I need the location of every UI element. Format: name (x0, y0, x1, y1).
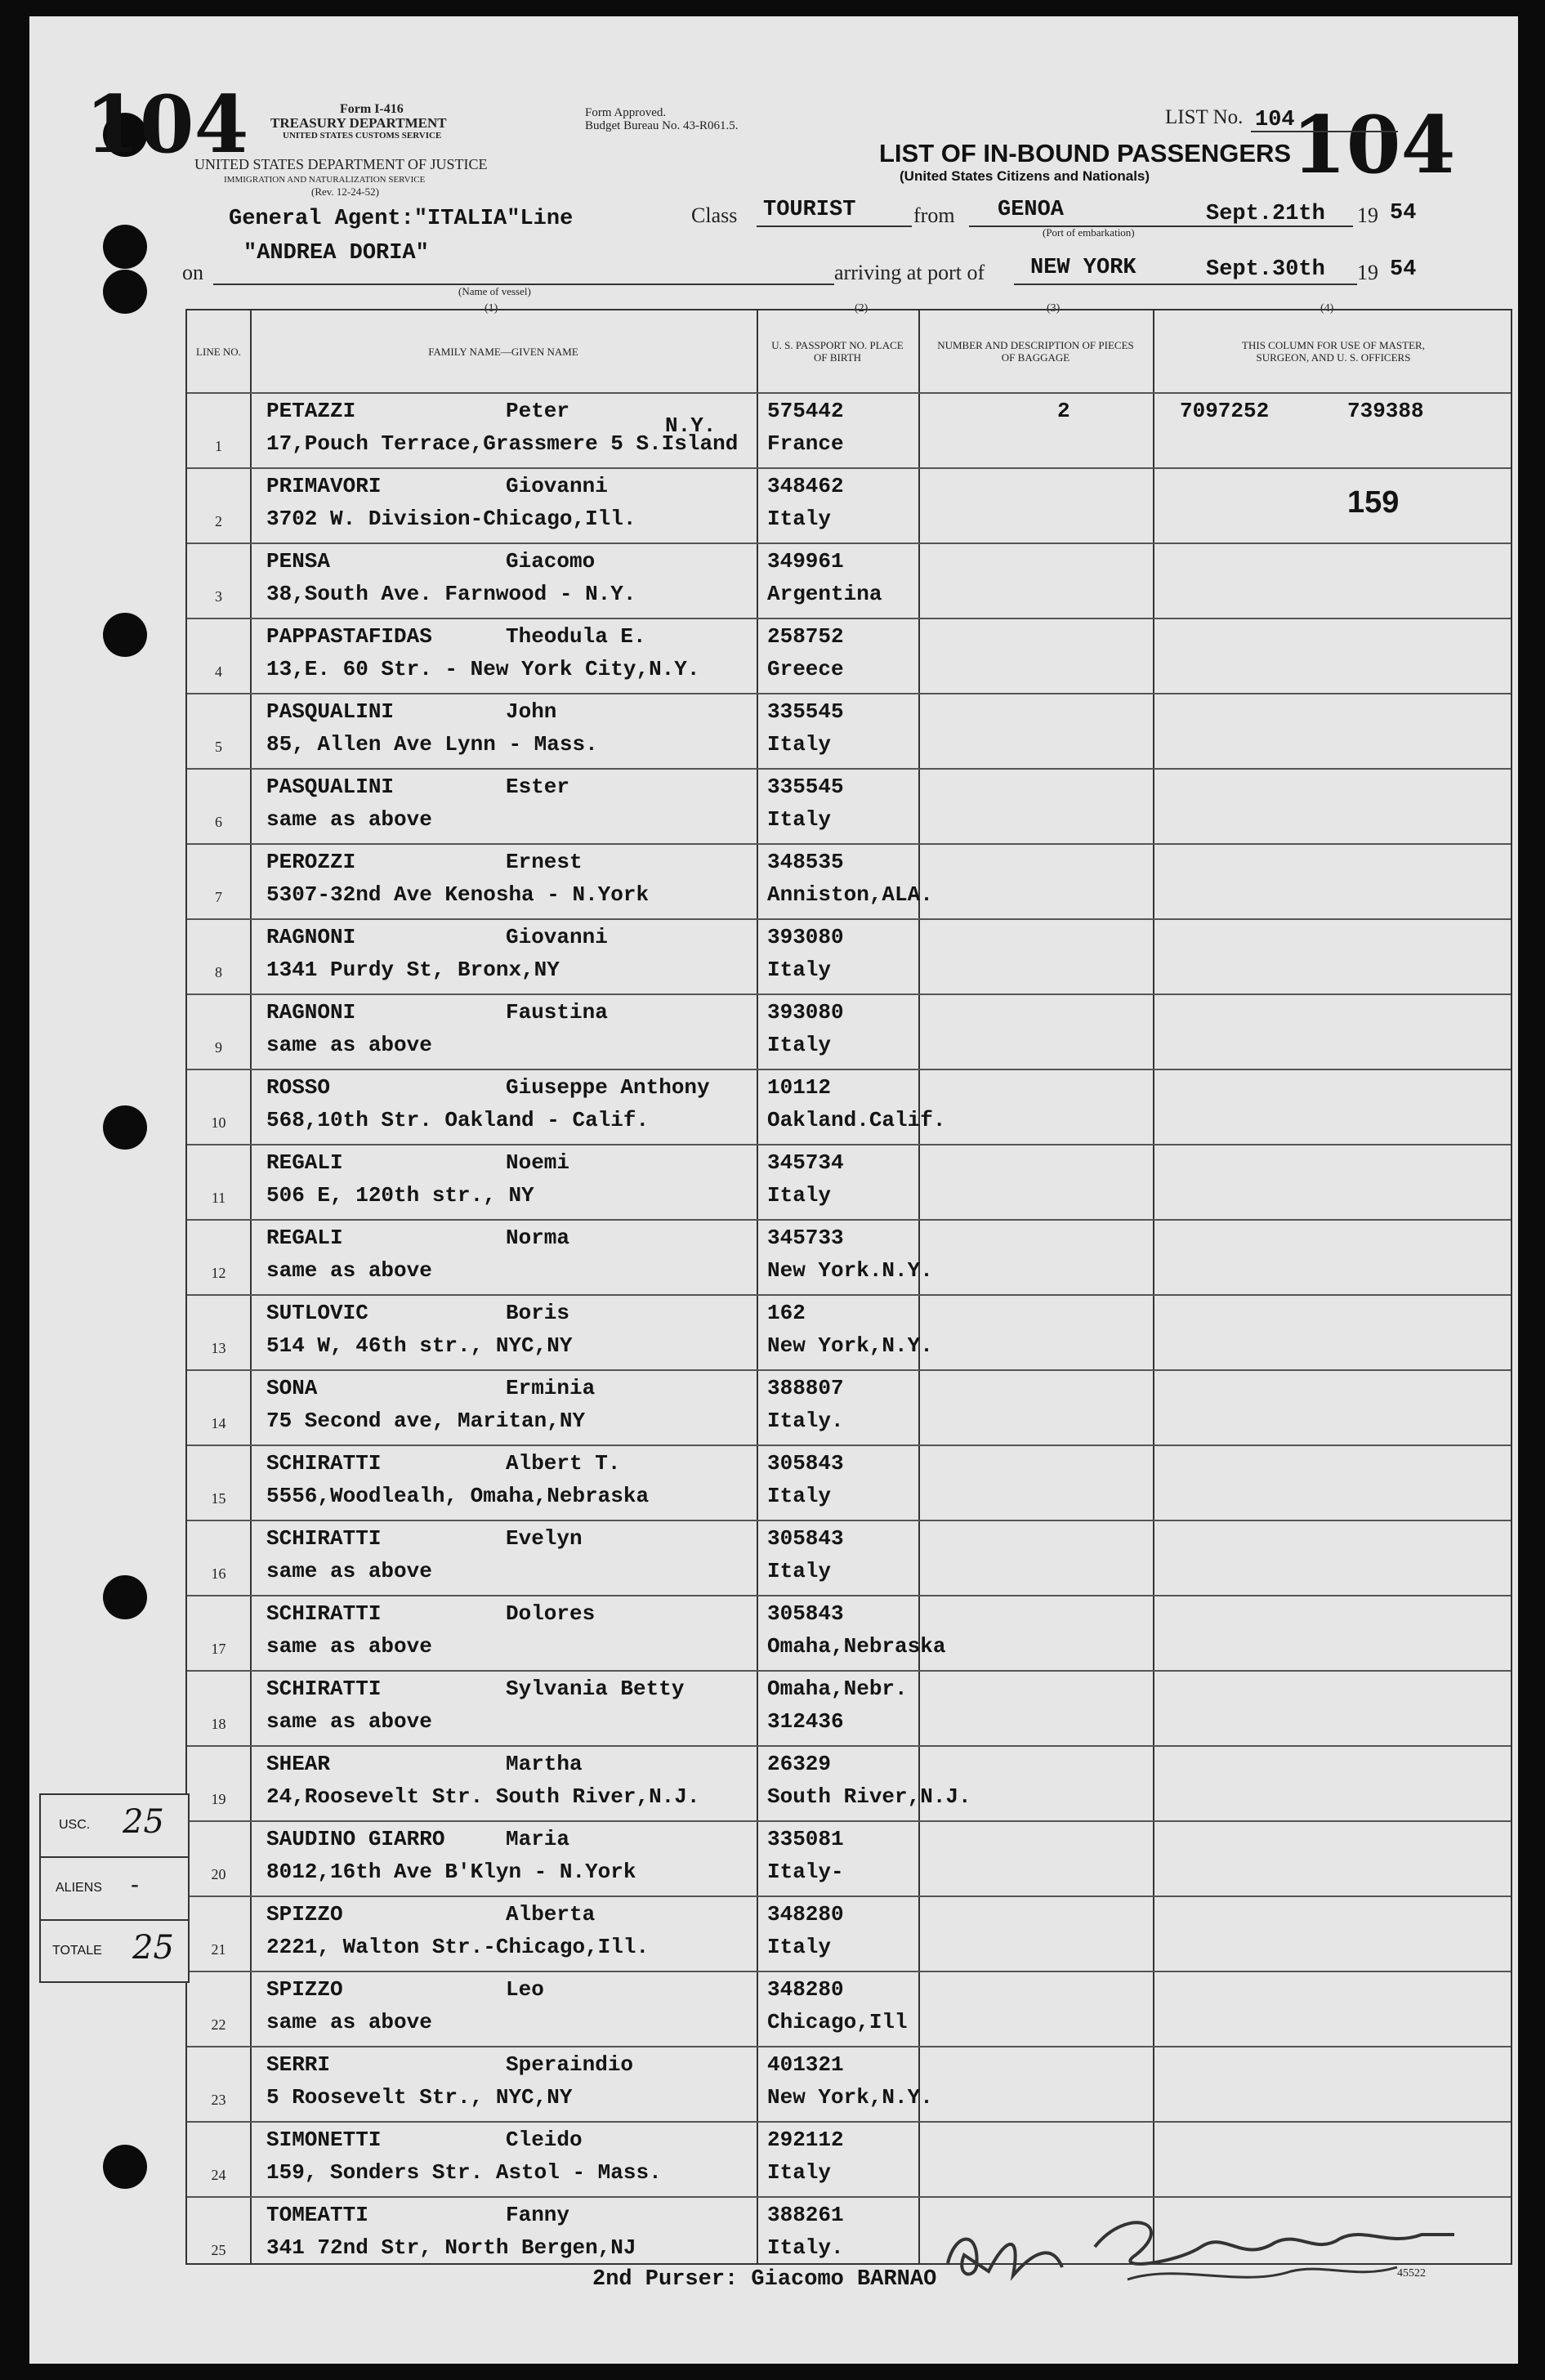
birthplace: Italy (767, 1183, 832, 1208)
line-number: 14 (211, 1415, 226, 1431)
punch-hole (103, 1575, 147, 1619)
line-number: 12 (211, 1265, 226, 1281)
address: 85, Allen Ave Lynn - Mass. (266, 732, 598, 757)
given-name: Evelyn (506, 1526, 583, 1551)
family-name: SERRI (266, 2052, 331, 2077)
punch-hole (103, 225, 147, 269)
passport-no: 335545 (767, 775, 844, 799)
tally-total (41, 1921, 188, 1982)
address: same as above (266, 2010, 432, 2034)
given-name: Alberta (506, 1902, 596, 1927)
line-number: 5 (215, 739, 222, 755)
given-name: Maria (506, 1827, 570, 1851)
header-name: FAMILY NAME—GIVEN NAME (428, 345, 578, 358)
birthplace: Italy- (767, 1860, 844, 1884)
col-number-2: (2) (855, 302, 869, 315)
family-name: SUTLOVIC (266, 1301, 368, 1325)
family-name: SCHIRATTI (266, 1601, 382, 1626)
passport-no: 348462 (767, 474, 844, 498)
family-name: PETAZZI (266, 399, 356, 423)
line-number: 10 (211, 1114, 226, 1131)
family-name: SONA (266, 1376, 318, 1400)
year-suffix-2: 54 (1390, 257, 1417, 282)
arrival-port: NEW YORK (1030, 256, 1136, 280)
table-row (187, 994, 1511, 1070)
address: same as above (266, 1033, 432, 1057)
address: 341 72nd Str, North Bergen,NJ (266, 2235, 636, 2260)
birthplace: New York,N.Y. (767, 1333, 933, 1358)
form-code: 45522 (1397, 2267, 1426, 2280)
list-no-line (1251, 131, 1398, 132)
family-name: SCHIRATTI (266, 1677, 382, 1701)
table-row (187, 693, 1511, 770)
from-label: from (913, 203, 955, 227)
table-row (187, 1369, 1511, 1446)
family-name: SCHIRATTI (266, 1526, 382, 1551)
passport-no: 393080 (767, 1000, 844, 1025)
year-prefix-2: 19 (1357, 261, 1378, 284)
table-row (187, 1294, 1511, 1371)
address: same as above (266, 1634, 432, 1659)
arrival-line (1014, 284, 1357, 285)
birthplace: Italy (767, 807, 832, 832)
passport-no: 575442 (767, 399, 844, 423)
address: 5 Roosevelt Str., NYC,NY (266, 2085, 573, 2110)
passport-no: 349961 (767, 549, 844, 574)
address: 5307-32nd Ave Kenosha - N.York (266, 882, 650, 907)
table-row (187, 2121, 1511, 2198)
given-name: Giovanni (506, 925, 608, 949)
line-number: 1 (215, 438, 222, 454)
col-number-4: (4) (1320, 302, 1334, 315)
class-label: Class (691, 203, 738, 227)
birthplace: South River,N.J. (767, 1784, 971, 1809)
year-prefix-1: 19 (1357, 203, 1378, 227)
from-line (969, 225, 1353, 227)
header-baggage: NUMBER AND DESCRIPTION OF PIECES OF BAGGAGE (937, 339, 1134, 364)
birthplace: Omaha,Nebraska (767, 1634, 946, 1659)
passport-no: 26329 (767, 1752, 832, 1776)
table-row (187, 1670, 1511, 1747)
col-number-3: (3) (1047, 302, 1061, 315)
birthplace: Italy (767, 1484, 832, 1508)
birthplace: Italy (767, 507, 832, 531)
tally-label: TOTALE (52, 1944, 102, 1958)
line-number: 16 (211, 1565, 226, 1582)
address: 3702 W. Division-Chicago,Ill. (266, 507, 636, 531)
passport-no: 162 (767, 1301, 806, 1325)
passport-no: 348280 (767, 1902, 844, 1927)
list-no-label: LIST No. (1165, 106, 1244, 128)
given-name: Peter (506, 399, 570, 423)
tally-value: 25 (123, 1803, 164, 1841)
given-name: Dolores (506, 1601, 596, 1626)
passport-no: 305843 (767, 1601, 844, 1626)
address: 159, Sonders Str. Astol - Mass. (266, 2160, 662, 2185)
passport-no: 305843 (767, 1526, 844, 1551)
table-row (187, 843, 1511, 920)
passport-no: 335545 (767, 699, 844, 724)
birthplace: Italy (767, 1033, 832, 1057)
address: 38,South Ave. Farnwood - N.Y. (266, 582, 636, 606)
tally-usc (41, 1795, 188, 1858)
family-name: SAUDINO GIARRO (266, 1827, 445, 1851)
line-number: 15 (211, 1490, 226, 1507)
table-row (187, 1069, 1511, 1145)
class-value: TOURIST (763, 198, 856, 222)
birthplace: Italy. (767, 2235, 844, 2260)
address: 24,Roosevelt Str. South River,N.J. (266, 1784, 700, 1809)
given-name: Norma (506, 1226, 570, 1250)
address: 75 Second ave, Maritan,NY (266, 1409, 586, 1433)
family-name: PRIMAVORI (266, 474, 382, 498)
punch-hole (103, 613, 147, 657)
budget-bureau: Budget Bureau No. 43-R061.5. (585, 119, 739, 132)
table-row (187, 2046, 1511, 2123)
given-name: Faustina (506, 1000, 608, 1025)
table-row (187, 1745, 1511, 1822)
table-row (187, 467, 1511, 544)
family-name: SHEAR (266, 1752, 331, 1776)
table-row (187, 1144, 1511, 1221)
birthplace: Italy (767, 732, 832, 757)
col-number-1: (1) (484, 302, 498, 315)
family-name: PASQUALINI (266, 699, 395, 724)
family-name: SCHIRATTI (266, 1451, 382, 1476)
tally-aliens (41, 1858, 188, 1921)
table-row (187, 1445, 1511, 1521)
given-name: Albert T. (506, 1451, 621, 1476)
birthplace: Italy (767, 1559, 832, 1583)
arrival-date: Sept.30th (1206, 257, 1325, 282)
passport-no: 258752 (767, 624, 844, 649)
passport-no: 388261 (767, 2203, 844, 2227)
page-subtitle: (United States Citizens and Nationals) (900, 168, 1150, 184)
officer-number: 739388 (1347, 399, 1424, 423)
given-name: Giovanni (506, 474, 608, 498)
given-name: Ester (506, 775, 570, 799)
table-row (187, 1219, 1511, 1296)
given-name: Leo (506, 1977, 544, 2002)
passport-no: 348535 (767, 850, 844, 874)
address: 514 W, 46th str., NYC,NY (266, 1333, 573, 1358)
family-name: PEROZZI (266, 850, 356, 874)
family-name: RAGNONI (266, 1000, 356, 1025)
table-row (187, 1820, 1511, 1897)
family-name: REGALI (266, 1150, 343, 1175)
line-number: 18 (211, 1716, 226, 1732)
passport-no: 335081 (767, 1827, 844, 1851)
address: 8012,16th Ave B'Klyn - N.York (266, 1860, 636, 1884)
form-revision: (Rev. 12-24-52) (311, 185, 379, 198)
given-name: Noemi (506, 1150, 570, 1175)
given-name: Martha (506, 1752, 583, 1776)
birthplace: Italy (767, 958, 832, 982)
line-number: 20 (211, 1866, 226, 1882)
passport-no: 10112 (767, 1075, 832, 1100)
tally-value: 25 (132, 1929, 174, 1967)
line-number: 7 (215, 889, 222, 905)
table-row (187, 918, 1511, 995)
birthplace: Greece (767, 657, 844, 681)
birthplace: Italy (767, 1935, 832, 1959)
line-number: 2 (215, 513, 222, 529)
officer-number: 7097252 (1180, 399, 1270, 423)
address: 2221, Walton Str.-Chicago,Ill. (266, 1935, 650, 1959)
line-number: 8 (215, 964, 222, 980)
form-number: Form I-416 (340, 102, 404, 116)
line-number: 21 (211, 1941, 226, 1958)
general-agent: General Agent:"ITALIA"Line (229, 207, 574, 231)
address: same as above (266, 1258, 432, 1283)
line-number: 19 (211, 1791, 226, 1807)
table-row (187, 543, 1511, 619)
address: 568,10th Str. Oakland - Calif. (266, 1108, 650, 1132)
family-name: REGALI (266, 1226, 343, 1250)
line-number: 11 (211, 1190, 226, 1206)
line-number: 9 (215, 1039, 222, 1056)
table-row (187, 1595, 1511, 1672)
address: 506 E, 120th str., NY (266, 1183, 534, 1208)
table-row (187, 1520, 1511, 1596)
justice-dept: UNITED STATES DEPARTMENT OF JUSTICE (194, 156, 488, 172)
tally-label: ALIENS (56, 1881, 102, 1895)
header-passport: U. S. PASSPORT NO. PLACE OF BIRTH (771, 339, 904, 364)
line-number: 3 (215, 588, 222, 605)
birthplace: Argentina (767, 582, 882, 606)
year-suffix-1: 54 (1390, 201, 1417, 225)
port-embark-label: (Port of embarkation) (1043, 226, 1135, 239)
header-line-no: LINE NO. (196, 345, 241, 358)
line-number: 24 (211, 2167, 226, 2183)
line-number: 13 (211, 1340, 226, 1356)
departure-date: Sept.21th (1206, 202, 1325, 226)
passport-no: 388807 (767, 1376, 844, 1400)
table-row (187, 618, 1511, 694)
vessel-label: (Name of vessel) (458, 285, 531, 297)
given-name: Giacomo (506, 549, 596, 574)
passport-no: 345733 (767, 1226, 844, 1250)
family-name: PASQUALINI (266, 775, 395, 799)
line-number: 22 (211, 2016, 226, 2033)
passport-no: 292112 (767, 2128, 844, 2152)
table-row (187, 1896, 1511, 1972)
corner-number-right: 104 (1292, 99, 1456, 191)
arriving-label: arriving at port of (834, 261, 985, 284)
birthplace: Anniston,ALA. (767, 882, 933, 907)
address: same as above (266, 1709, 432, 1734)
customs-service: UNITED STATES CUSTOMS SERVICE (283, 131, 442, 141)
class-line (757, 225, 912, 227)
punch-hole (103, 1105, 147, 1150)
given-name: Giuseppe Anthony (506, 1075, 710, 1100)
family-name: PAPPASTAFIDAS (266, 624, 432, 649)
line-number: 17 (211, 1641, 226, 1657)
birthplace: France (767, 431, 844, 456)
family-name: PENSA (266, 549, 331, 574)
address: 13,E. 60 Str. - New York City,N.Y. (266, 657, 700, 681)
list-no-value: 104 (1255, 108, 1295, 132)
passport-no: Omaha,Nebr. (767, 1677, 908, 1701)
baggage-count: 2 (1057, 399, 1070, 423)
address: 5556,Woodlealh, Omaha,Nebraska (266, 1484, 650, 1508)
given-name: Erminia (506, 1376, 596, 1400)
birthplace: New York.N.Y. (767, 1258, 933, 1283)
given-name: Sylvania Betty (506, 1677, 685, 1701)
family-name: RAGNONI (266, 925, 356, 949)
given-name: Fanny (506, 2203, 570, 2227)
line-number: 23 (211, 2092, 226, 2108)
on-label: on (182, 261, 203, 284)
ins-service: IMMIGRATION AND NATURALIZATION SERVICE (224, 175, 426, 185)
address: same as above (266, 1559, 432, 1583)
family-name: SPIZZO (266, 1902, 343, 1927)
birthplace: Italy (767, 2160, 832, 2185)
punch-hole (103, 270, 147, 314)
corner-number-left: 104 (85, 78, 249, 171)
passport-no: 393080 (767, 925, 844, 949)
address: same as above (266, 807, 432, 832)
passport-no: 305843 (767, 1451, 844, 1476)
tally-box (39, 1793, 190, 1983)
header-officers: THIS COLUMN FOR USE OF MASTER, SURGEON, AND U. S. OFFICERS (1242, 339, 1425, 364)
birthplace: 312436 (767, 1709, 844, 1734)
line-number: 6 (215, 814, 222, 830)
family-name: SPIZZO (266, 1977, 343, 2002)
address: 17,Pouch Terrace,Grassmere 5 S.Island (266, 431, 739, 456)
table-row (187, 768, 1511, 845)
passenger-table (185, 309, 1512, 2265)
from-value: GENOA (998, 198, 1065, 222)
birthplace: Oakland.Calif. (767, 1108, 946, 1132)
passport-no: 345734 (767, 1150, 844, 1175)
family-name: SIMONETTI (266, 2128, 382, 2152)
purser-line: 2nd Purser: Giacomo BARNAO (592, 2267, 937, 2292)
birthplace: Chicago,Ill (767, 2010, 908, 2034)
form-approved: Form Approved. (585, 106, 667, 119)
table-row (187, 1971, 1511, 2047)
tally-label: USC. (59, 1818, 91, 1832)
given-name: Boris (506, 1301, 570, 1325)
given-name: John (506, 699, 557, 724)
passport-no: 401321 (767, 2052, 844, 2077)
line-number: 25 (211, 2242, 226, 2258)
given-name: Speraindio (506, 2052, 634, 2077)
officer-signature (931, 2198, 1471, 2296)
given-name: Theodula E. (506, 624, 646, 649)
address: 1341 Purdy St, Bronx,NY (266, 958, 560, 982)
line-number: 4 (215, 663, 222, 680)
tally-value: - (131, 1871, 139, 1898)
table-row (187, 392, 1511, 469)
officer-number: 159 (1347, 485, 1400, 520)
page-title: LIST OF IN-BOUND PASSENGERS (879, 139, 1292, 167)
family-name: ROSSO (266, 1075, 331, 1100)
passport-no: 348280 (767, 1977, 844, 2002)
given-name: Cleido (506, 2128, 583, 2152)
given-name: Ernest (506, 850, 583, 874)
treasury-dept: TREASURY DEPARTMENT (270, 115, 447, 131)
birthplace: Italy. (767, 1409, 844, 1433)
vessel-name: "ANDREA DORIA" (243, 241, 429, 266)
birthplace: New York,N.Y. (767, 2085, 933, 2110)
address-state: N.Y. (665, 413, 717, 438)
family-name: TOMEATTI (266, 2203, 368, 2227)
punch-hole (103, 2145, 147, 2189)
